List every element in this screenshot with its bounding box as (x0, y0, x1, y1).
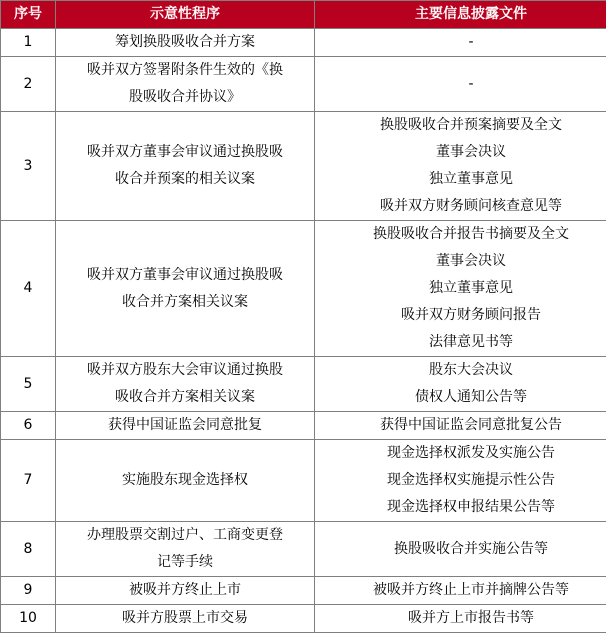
row-number: 1 (1, 29, 56, 57)
procedure-cell (56, 29, 315, 57)
table-row (1, 412, 606, 440)
disclosure-docs-cell (315, 440, 606, 522)
table-body (1, 29, 606, 633)
disclosure-doc-line: - (468, 75, 474, 92)
procedure-line: 办理股票交割过户、工商变更登 (87, 527, 283, 543)
disclosure-docs-cell (315, 112, 606, 221)
disclosure-doc-line: 股东大会决议 (429, 362, 513, 378)
row-number: 7 (1, 440, 56, 522)
row-number: 10 (1, 605, 56, 633)
procedure-line: 吸收合并方案相关议案 (115, 389, 255, 405)
table-row (1, 221, 606, 357)
row-number: 5 (1, 357, 56, 412)
disclosure-docs-cell (315, 357, 606, 412)
disclosure-docs-cell (315, 605, 606, 633)
procedure-cell (56, 605, 315, 633)
table-row (1, 440, 606, 522)
procedure-line: 被吸并方终止上市 (129, 582, 241, 598)
disclosure-doc-line: 独立董事意见 (429, 171, 513, 187)
procedure-line: 筹划换股吸收合并方案 (115, 34, 255, 50)
procedure-line: 收合并预案的相关议案 (115, 171, 255, 187)
disclosure-doc-line: 现金选择权申报结果公告等 (387, 499, 555, 515)
table-row (1, 357, 606, 412)
procedure-line: 吸并双方董事会审议通过换股吸 (87, 144, 283, 160)
disclosure-doc-line: 换股吸收合并实施公告等 (394, 540, 548, 557)
header-seq: 序号 (1, 1, 56, 29)
disclosure-docs-cell (315, 522, 606, 577)
disclosure-doc-line: 法律意见书等 (429, 334, 513, 350)
disclosure-doc-line: 现金选择权实施提示性公告 (387, 472, 555, 488)
procedure-line: 吸并双方董事会审议通过换股吸 (87, 266, 283, 283)
disclosure-doc-line: - (468, 34, 474, 50)
table-row (1, 29, 606, 57)
header-procedure: 示意性程序 (56, 1, 315, 29)
procedure-line: 记等手续 (157, 554, 213, 570)
table-row (1, 605, 606, 633)
row-number: 9 (1, 577, 56, 605)
disclosure-docs-cell (315, 57, 606, 112)
header-disclosure-docs: 主要信息披露文件 (315, 1, 606, 29)
disclosure-doc-line: 吸并方上市报告书等 (408, 610, 534, 626)
table-row (1, 522, 606, 577)
disclosure-doc-line: 债权人通知公告等 (415, 389, 527, 405)
header-row (1, 1, 606, 29)
row-number: 6 (1, 412, 56, 440)
disclosure-docs-cell (315, 29, 606, 57)
procedure-line: 收合并方案相关议案 (122, 293, 248, 310)
disclosure-docs-cell (315, 221, 606, 357)
row-number: 8 (1, 522, 56, 577)
procedure-cell (56, 440, 315, 522)
procedure-cell (56, 412, 315, 440)
disclosure-doc-line: 现金选择权派发及实施公告 (387, 445, 555, 461)
procedure-cell (56, 577, 315, 605)
procedure-line: 股吸收合并协议》 (129, 89, 241, 105)
procedure-line: 吸并双方股东大会审议通过换股 (87, 362, 283, 378)
table-row (1, 57, 606, 112)
procedure-line: 实施股东现金选择权 (122, 472, 248, 488)
row-number: 4 (1, 221, 56, 357)
disclosure-doc-line: 董事会决议 (436, 253, 506, 269)
disclosure-doc-line: 获得中国证监会同意批复公告 (380, 417, 562, 433)
procedure-line: 吸并双方签署附条件生效的《换 (87, 62, 283, 78)
procedure-cell (56, 357, 315, 412)
disclosure-doc-line: 换股吸收合并预案摘要及全文 (380, 117, 562, 133)
procedure-cell (56, 57, 315, 112)
row-number: 2 (1, 57, 56, 112)
procedure-cell (56, 221, 315, 357)
procedure-line: 获得中国证监会同意批复 (108, 417, 262, 433)
disclosure-doc-line: 被吸并方终止上市并摘牌公告等 (373, 582, 569, 598)
procedure-line: 吸并方股票上市交易 (122, 610, 248, 626)
procedure-cell (56, 522, 315, 577)
table-row (1, 577, 606, 605)
disclosure-doc-line: 独立董事意见 (429, 280, 513, 296)
disclosure-doc-line: 董事会决议 (436, 144, 506, 160)
disclosure-docs-cell (315, 577, 606, 605)
disclosure-doc-line: 吸并双方财务顾问报告 (401, 307, 541, 323)
disclosure-docs-cell (315, 412, 606, 440)
procedure-cell (56, 112, 315, 221)
row-number: 3 (1, 112, 56, 221)
table-row (1, 112, 606, 221)
disclosure-doc-line: 换股吸收合并报告书摘要及全文 (373, 226, 569, 242)
disclosure-doc-line: 吸并双方财务顾问核查意见等 (380, 198, 562, 214)
